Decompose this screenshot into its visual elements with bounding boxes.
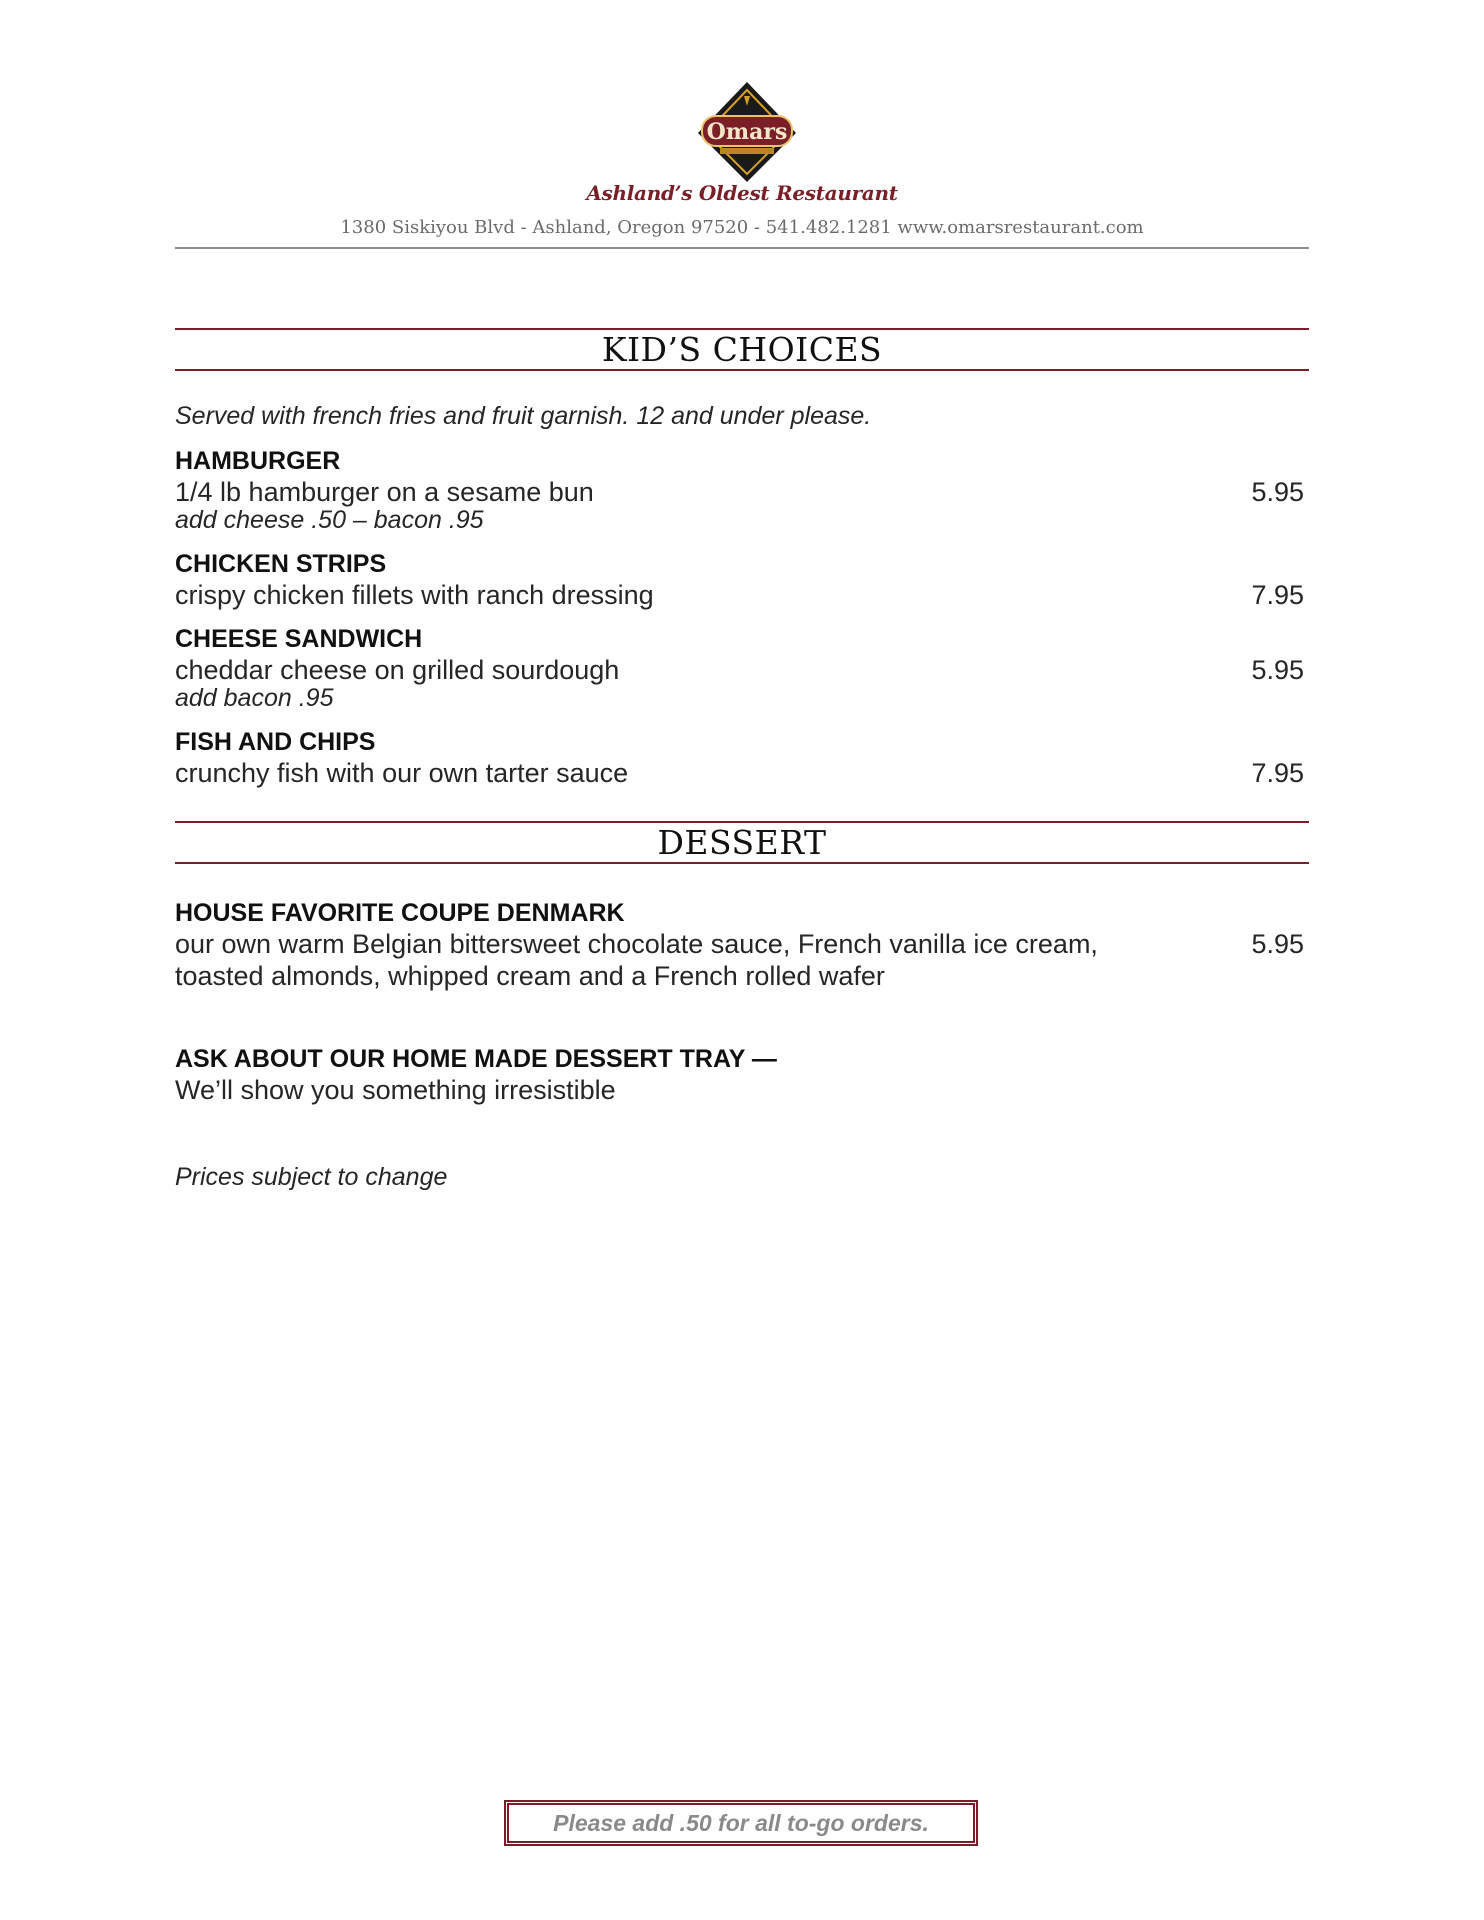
- togo-notice: Please add .50 for all to-go orders.: [504, 1800, 978, 1846]
- dessert-tray-heading: ASK ABOUT OUR HOME MADE DESSERT TRAY —: [175, 1045, 777, 1073]
- item-name: CHICKEN STRIPS: [175, 550, 387, 578]
- item-addon: add cheese .50 – bacon .95: [175, 506, 484, 534]
- kids-rule-bottom: [175, 369, 1309, 371]
- item-price: 5.95: [1251, 477, 1304, 507]
- logo-wordmark: Omars: [706, 119, 788, 145]
- address-line: 1380 Siskiyou Blvd - Ashland, Oregon 97520 - 541.482.1281 www.omarsrestaurant.com: [340, 217, 1144, 238]
- dessert-section-title: DESSERT: [657, 823, 827, 862]
- kids-intro: Served with french fries and fruit garnish. 12 and under please.: [175, 402, 872, 430]
- item-desc: crispy chicken fillets with ranch dressing: [175, 580, 654, 610]
- item-desc: our own warm Belgian bittersweet chocolate sauce, French vanilla ice cream,: [175, 929, 1098, 959]
- dessert-tray-desc: We’ll show you something irresistible: [175, 1075, 616, 1105]
- omars-logo: [692, 78, 802, 188]
- item-desc: crunchy fish with our own tarter sauce: [175, 758, 629, 788]
- prices-note: Prices subject to change: [175, 1163, 448, 1191]
- item-price: 5.95: [1251, 655, 1304, 685]
- item-desc: cheddar cheese on grilled sourdough: [175, 655, 620, 685]
- item-name: FISH AND CHIPS: [175, 728, 376, 756]
- item-name: HOUSE FAVORITE COUPE DENMARK: [175, 899, 625, 927]
- tagline: Ashland’s Oldest Restaurant: [586, 181, 898, 205]
- kids-section-title: KID’S CHOICES: [601, 330, 883, 369]
- item-name: HAMBURGER: [175, 447, 341, 475]
- item-name: CHEESE SANDWICH: [175, 625, 423, 653]
- item-price: 7.95: [1251, 580, 1304, 610]
- item-price: 5.95: [1251, 929, 1304, 959]
- header-divider: [175, 247, 1309, 249]
- item-price: 7.95: [1251, 758, 1304, 788]
- item-addon: add bacon .95: [175, 684, 334, 712]
- dessert-rule-bottom: [175, 862, 1309, 864]
- item-desc: 1/4 lb hamburger on a sesame bun: [175, 477, 594, 507]
- item-desc: toasted almonds, whipped cream and a French rolled wafer: [175, 961, 885, 991]
